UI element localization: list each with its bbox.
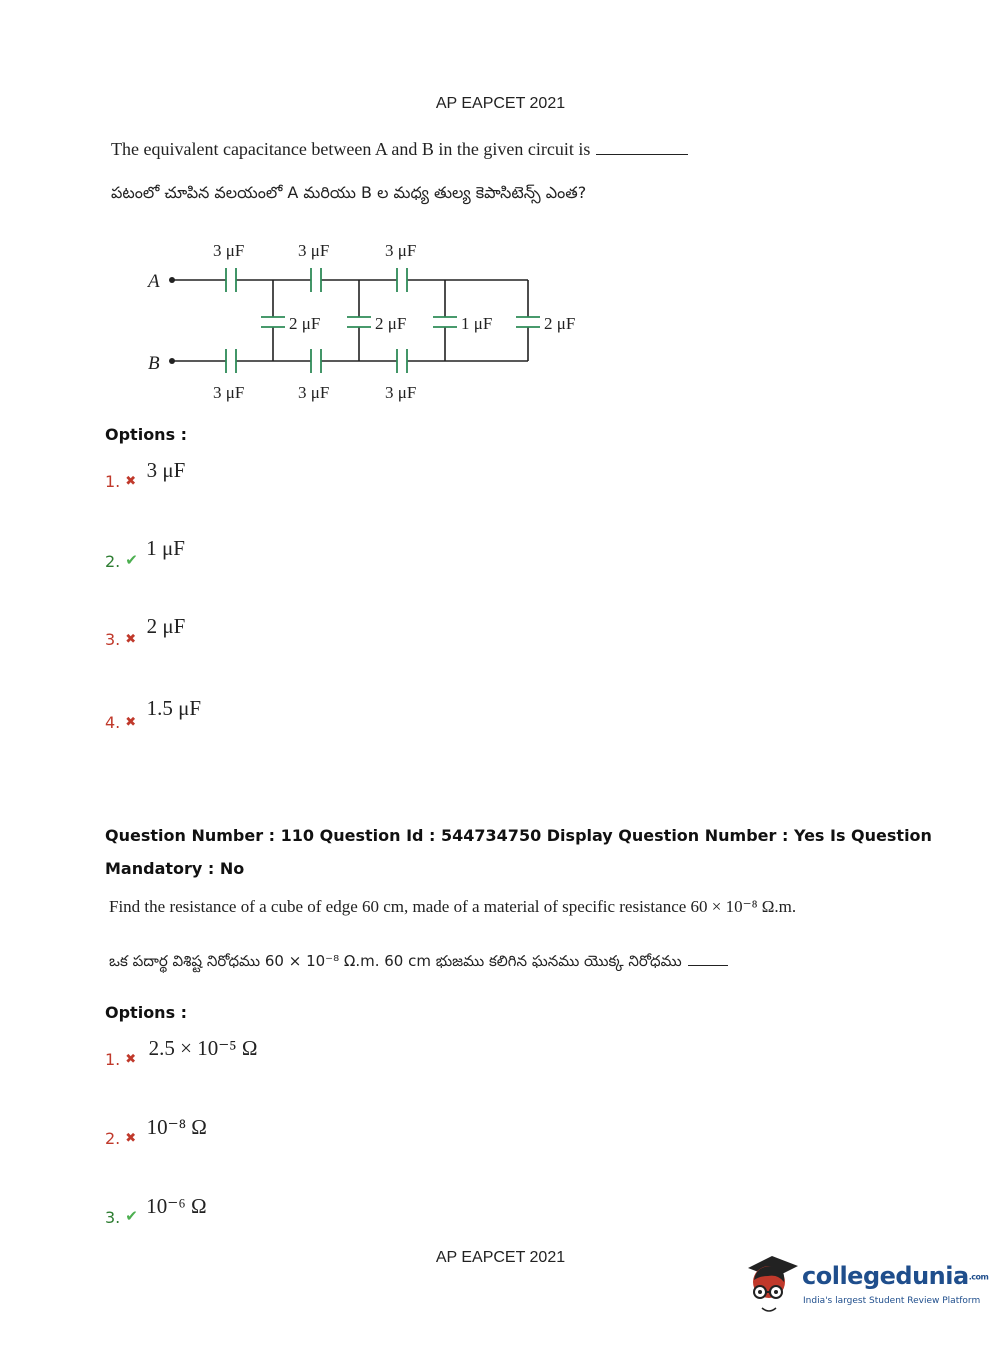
- shunt-cap-label: 2 μF: [544, 314, 576, 333]
- shunt-cap-label: 1 μF: [461, 314, 493, 333]
- question-1-text-en: [111, 139, 688, 160]
- answer-blank: [688, 951, 728, 966]
- cross-icon: ✖: [125, 714, 137, 729]
- option-item[interactable]: [105, 536, 185, 571]
- shunt-cap-label: 2 μF: [375, 314, 407, 333]
- cross-icon: ✖: [125, 1051, 137, 1066]
- option-item[interactable]: [105, 1194, 207, 1227]
- option-item[interactable]: [105, 458, 186, 491]
- option-number: 3.: [105, 1208, 121, 1227]
- question-1-text-en-content: The equivalent capacitance between A and B in the given circuit is: [111, 139, 591, 159]
- cross-icon: ✖: [125, 631, 137, 646]
- answer-blank: [596, 140, 688, 155]
- cross-icon: ✖: [125, 1130, 137, 1145]
- question-2-text-te-content: ఒక పదార్థ విశిష్ట నిరోధము 60 × 10⁻⁸ Ω.m. 60 cm భుజము కలిగిన ఘనము యొక్క నిరోధము: [109, 952, 682, 970]
- option-number: 3.: [105, 630, 121, 649]
- options-title: Options :: [105, 1003, 188, 1022]
- node-a-label: A: [148, 271, 160, 292]
- option-number: 2.: [105, 1129, 121, 1148]
- option-number: 1.: [105, 472, 121, 491]
- options-title: Options :: [105, 425, 188, 444]
- option-number: 1.: [105, 1050, 121, 1069]
- question-meta-line-1: Question Number : 110 Question Id : 544734750 Display Question Number : Yes Is Question: [105, 826, 932, 845]
- bottom-cap-label: 3 μF: [213, 383, 245, 402]
- top-cap-label: 3 μF: [385, 241, 417, 260]
- shunt-cap-label: 2 μF: [289, 314, 321, 333]
- option-number: 4.: [105, 713, 121, 732]
- option-value: 2 μF: [146, 614, 186, 638]
- logo-wordmark: [802, 1262, 988, 1290]
- capacitor-circuit-diagram: [140, 232, 600, 412]
- top-cap-label: 3 μF: [298, 241, 330, 260]
- page-header: AP EAPCET 2021: [435, 95, 566, 112]
- collegedunia-logo[interactable]: [742, 1252, 989, 1322]
- option-value: 10⁻⁸ Ω: [146, 1115, 207, 1139]
- option-number: 2.: [105, 552, 121, 571]
- question-meta-line-2: Mandatory : No: [105, 859, 245, 878]
- option-item[interactable]: [105, 614, 186, 649]
- logo-suffix: .com: [968, 1272, 989, 1282]
- option-value: 10⁻⁶ Ω: [146, 1194, 207, 1218]
- node-b-terminal: [169, 358, 175, 364]
- option-value: 2.5 × 10⁻⁵ Ω: [148, 1036, 258, 1060]
- logo-name: collegedunia: [802, 1262, 969, 1290]
- option-value: 1 μF: [146, 536, 185, 560]
- option-item[interactable]: [105, 1115, 207, 1148]
- node-b-label: B: [148, 353, 160, 374]
- option-item[interactable]: [105, 696, 202, 732]
- top-cap-label: 3 μF: [213, 241, 245, 260]
- option-value: 1.5 μF: [146, 696, 202, 720]
- check-icon: ✔: [125, 1208, 138, 1225]
- mascot-icon: [742, 1252, 802, 1318]
- node-a-terminal: [169, 277, 175, 283]
- question-2-text-en: Find the resistance of a cube of edge 60 cm, made of a material of specific resistance 60 × 10⁻⁸ Ω.m.: [109, 897, 797, 916]
- page-footer: AP EAPCET 2021: [435, 1249, 566, 1266]
- cross-icon: ✖: [125, 473, 137, 488]
- logo-tagline: India's largest Student Review Platform: [803, 1296, 981, 1306]
- bottom-cap-label: 3 μF: [385, 383, 417, 402]
- check-icon: ✔: [125, 552, 138, 569]
- question-1-text-te: పటంలో చూపిన వలయంలో A మరియు B ల మధ్య తుల్య కెపాసిటెన్స్ ఎంత?: [111, 183, 587, 202]
- question-2-text-te: [109, 951, 728, 974]
- option-item[interactable]: [105, 1036, 258, 1069]
- bottom-cap-label: 3 μF: [298, 383, 330, 402]
- option-value: 3 μF: [146, 458, 186, 482]
